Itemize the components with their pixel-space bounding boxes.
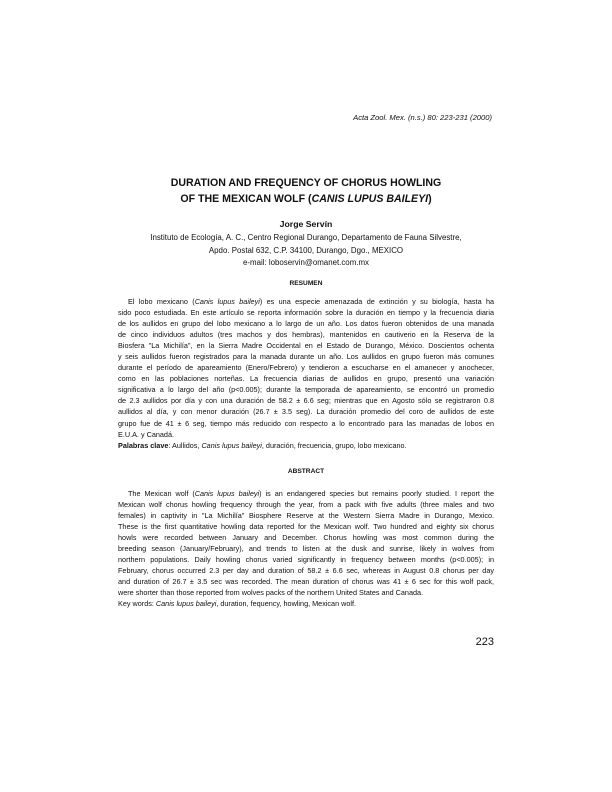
resumen-line: significativa a lo largo del año (p<0.005); durante la temporada de apareamiento, se encontró un promedio	[118, 385, 494, 395]
resumen-line: El lobo mexicano (Canis lupus baileyi) es una especie amenazada de extinción y su biología, hasta ha	[128, 297, 494, 306]
author-name: Jorge Servín	[279, 219, 333, 229]
abstract-line: were shorter than those reported from wolves packs of the northern United States and Canada.	[118, 588, 424, 598]
abstract-line: The Mexican wolf (Canis lupus baileyi) is an endangered species but remains poorly studied. I report the	[128, 489, 494, 498]
abstract-line: These is the first quantitative howling data reported for the Mexican wolf. Two hundred and eighty six chorus	[118, 522, 494, 532]
page-number: 223	[475, 636, 494, 648]
resumen-heading: RESUMEN	[289, 280, 323, 287]
abstract-heading: ABSTRACT	[287, 468, 325, 475]
abstract-line: February, chorus occurred 2.3 per day and duration of 58.2 ± 6.6 sec, whereas in August 0.8 chorus per day	[118, 566, 494, 576]
abstract-line: females) in captivity in "La Michilía" Biosphere Reserve at the Western Sierra Madre in Durango, Mexico.	[118, 511, 494, 521]
resumen-line: aullidos al día, y con menor duración (26.7 ± 3.5 seg). La duración promedio del coro de aullidos de este	[118, 407, 494, 417]
abstract-line: howls were recorded between January and December. Chorus howling was most common during the	[118, 533, 494, 543]
resumen-line: E.U.A. y Canadá.	[118, 429, 175, 439]
title-line-2-suffix: )	[428, 193, 432, 205]
resumen-keywords: Palabras clave: Aullidos, Canis lupus baileyi, duración, frecuencia, grupo, lobo mexicano.	[118, 440, 407, 450]
resumen-line: y seis aullidos fueron registrados para la manada durante un año. Los aullidos en grupo fueron más comunes	[118, 352, 494, 362]
affiliation-line-2: Apdo. Postal 632, C.P. 34100, Durango, Dgo., MEXICO	[208, 245, 404, 255]
resumen-line: sido poco estudiada. En este artículo se reporta información sobre la duración en tiempo y la frecuencia diaria	[118, 308, 494, 318]
resumen-line: durante el período de apareamiento (Enero/Febrero) y tendieron a escucharse en el amanecer y anochecer,	[118, 363, 494, 373]
abstract-line: Mexican wolf chorus howling frequency through the year, from a pack with five adults (three males and two	[118, 500, 494, 510]
affiliation-line-1: Instituto de Ecología, A. C., Centro Regional Durango, Departamento de Fauna Silvestre,	[150, 233, 462, 242]
abstract-line: breeding season (January/February), and trends to listen at the dusk and sunrise, likely in wolves from	[118, 544, 494, 554]
resumen-line: grupo fue de 41 ± 6 seg, tiempo más reducido con respecto a lo encontrado para las manadas de lobos en	[118, 418, 494, 428]
affiliation-email: e-mail: loboservin@omanet.com.mx	[243, 258, 369, 268]
abstract-line: northern populations. Daily howling chorus varied significantly in frequency between months (p<0.005); in	[118, 555, 494, 565]
abstract-body	[118, 488, 494, 610]
resumen-line: Biosfera "La Michilía", en la Sierra Madre Occidental en el Estado de Durango, México. Doscientos ochenta	[118, 341, 494, 351]
abstract-keywords: Key words: Canis lupus baileyi, duration, fequency, howling, Mexican wolf.	[118, 599, 357, 609]
resumen-line: de cinco individuos adultos (tres machos y dos hembras), mantenidos en cautiverio en la Reserva de la	[118, 330, 494, 340]
title-line-2-prefix: OF THE MEXICAN WOLF (	[180, 193, 312, 205]
resumen-line: de 2.3 aullidos por día y con una duración de 58.2 ± 6.6 seg; mientras que en Agosto sólo se registraron 0.8	[118, 396, 494, 406]
abstract-line: and duration of 26.7 ± 3.5 sec was recorded. The mean duration of chorus was 41 ± 6 sec for this wolf pack,	[118, 577, 494, 587]
title-line-2	[120, 191, 492, 207]
resumen-line: como en las poblaciones norteñas. La frecuencia diarias de aullidos en grupo, presentó una variación	[118, 374, 494, 384]
resumen-body	[118, 296, 494, 451]
resumen-line: de los aullidos en grupo del lobo mexicano a lo largo de un año. Los datos fueron obtenidos de una manada	[118, 319, 494, 329]
paper-title	[120, 175, 492, 207]
title-line-1: DURATION AND FREQUENCY OF CHORUS HOWLING	[170, 177, 442, 189]
title-species-name: CANIS LUPUS BAILEYI	[311, 193, 429, 205]
author-affiliation	[120, 232, 492, 270]
journal-citation: Acta Zool. Mex. (n.s.) 80: 223-231 (2000)	[353, 113, 492, 122]
